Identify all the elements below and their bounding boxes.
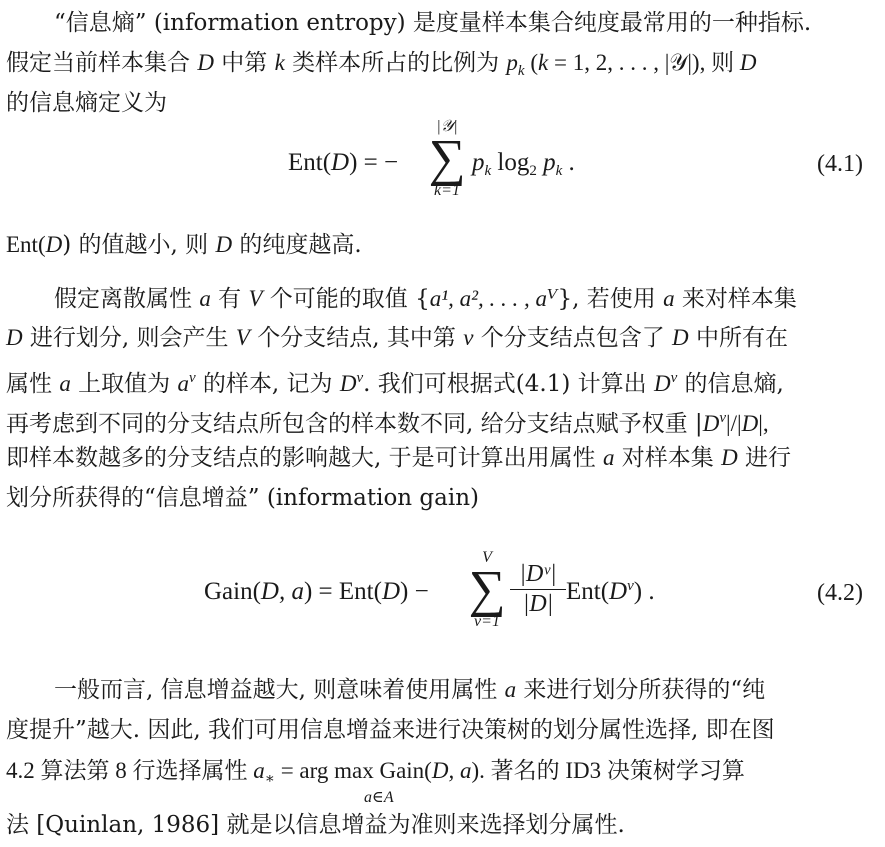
eq42-rhs: $Ent(D^v)$ . bbox=[566, 578, 655, 605]
eq41-number: (4.1) bbox=[817, 151, 863, 177]
para3-line3: 属性 a 上取值为 $a^v$ 的样本, 记为 $D^v$. 我们可根据式(4.1) 计算出 $D^v$ 的信息熵, bbox=[6, 370, 784, 397]
eq41-lhs: Ent(D) = − bbox=[288, 149, 399, 176]
para4-line3: 4.2 算法第 8 行选择属性 $a_∗$ = arg max Gain(D, a). 著名的 ID3 决策树学习算 bbox=[6, 758, 745, 787]
para1-line1: “信息熵” (information entropy) 是度量样本集合纯度最常用的一种指标. bbox=[54, 10, 812, 36]
para3-line4: 再考虑到不同的分支结点所包含的样本数不同, 给分支结点赋予权重 $|D^v|/|D|$, bbox=[6, 410, 769, 437]
para3-line1: 假定离散属性 a 有 V 个可能的取值 {a¹, a², . . . , aⱽ}, 若使用 a 来对样本集 bbox=[54, 286, 797, 312]
para4-line2: 度提升”越大. 因此, 我们可用信息增益来进行决策树的划分属性选择, 即在图 bbox=[6, 717, 775, 743]
para3-line6: 划分所获得的“信息增益” (information gain) bbox=[6, 485, 479, 511]
eq41-summation: |𝒴| ∑ k=1 bbox=[428, 118, 466, 199]
para3-line2: D 进行划分, 则会产生 V 个分支结点, 其中第 v 个分支结点包含了 D 中所有在 bbox=[6, 325, 788, 351]
para4-line4: 法 [Quinlan, 1986] 就是以信息增益为准则来选择划分属性. bbox=[6, 812, 625, 838]
para2: Ent(D) 的值越小, 则 D 的纯度越高. bbox=[6, 232, 362, 258]
eq42-numerator: |Dᵛ| bbox=[510, 560, 566, 590]
eq42-denominator: |D| bbox=[522, 591, 554, 617]
eq42-fraction bbox=[510, 560, 566, 618]
eq42-number: (4.2) bbox=[817, 580, 863, 606]
eq41-rhs: $p_k$ $\log_2 p_k$ . bbox=[472, 149, 575, 179]
para4-line1: 一般而言, 信息增益越大, 则意味着使用属性 a 来进行划分所获得的“纯 bbox=[54, 677, 766, 703]
argmax-subscript: a∈A bbox=[364, 789, 394, 806]
para3-line5: 即样本数越多的分支结点的影响越大, 于是可计算出用属性 a 对样本集 D 进行 bbox=[6, 445, 791, 471]
para1-line2: 假定当前样本集合 D 中第 k 类样本所占的比例为 $p_k$ (k = 1, 2, . . . , |𝒴|), 则 D bbox=[6, 50, 757, 79]
eq42-lhs: Gain(D, a) = Ent(D) − bbox=[204, 578, 429, 605]
eq42-summation: V ∑ v=1 bbox=[468, 549, 506, 630]
para1-line3: 的信息熵定义为 bbox=[6, 90, 167, 116]
